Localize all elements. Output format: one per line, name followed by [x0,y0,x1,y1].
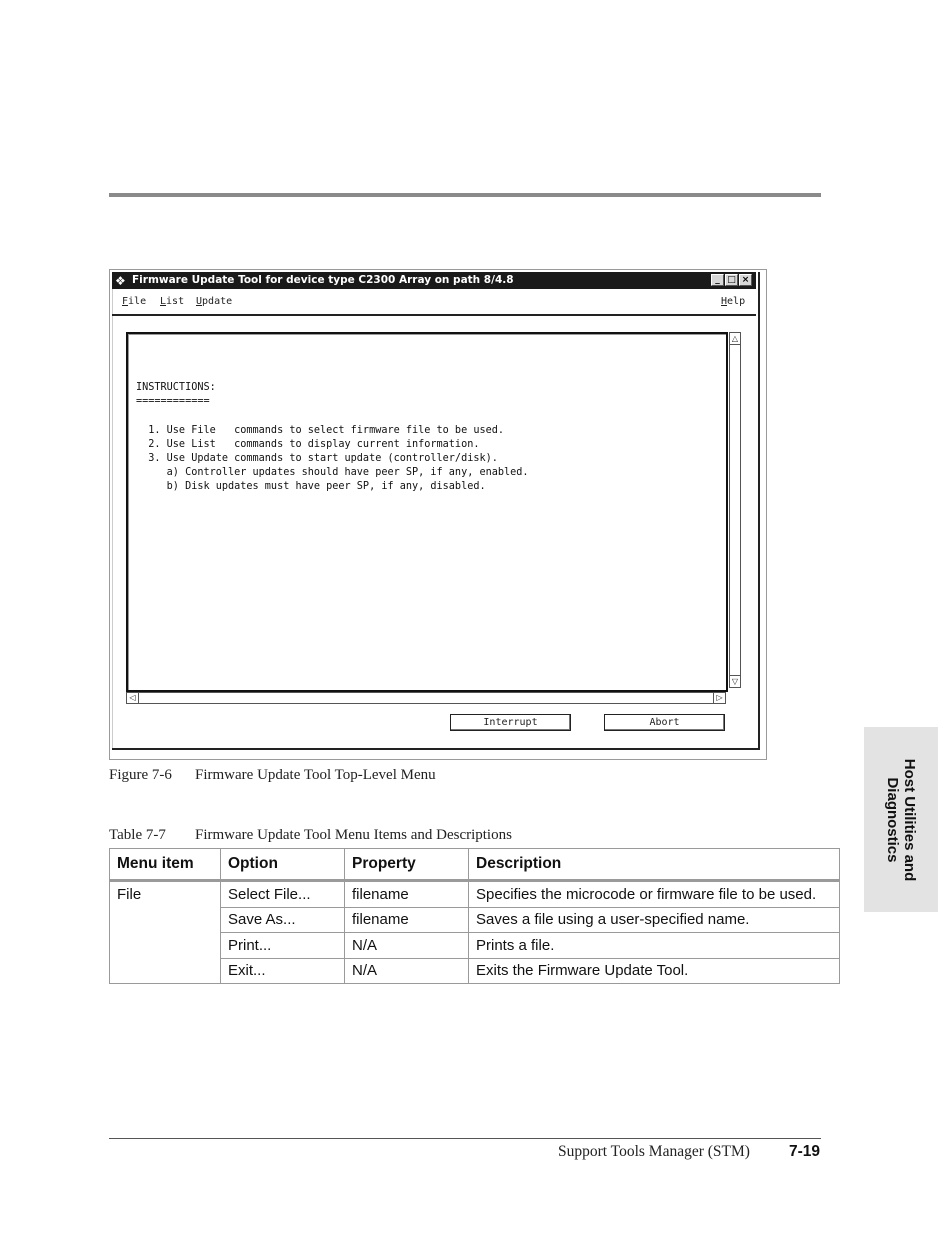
bottom-rule [109,1138,821,1139]
property-cell: N/A [345,933,469,959]
window-title: Firmware Update Tool for device type C2300 Array on path 8/4.8 [132,274,514,286]
menu-help[interactable]: Help [721,296,746,307]
property-cell: filename [345,907,469,933]
window-controls [711,274,752,286]
top-rule [109,193,821,197]
option-cell: Exit... [221,958,345,984]
scroll-right-icon[interactable]: ▷ [713,693,725,703]
app-icon: ❖ [115,274,126,288]
menu-update[interactable]: Update [196,296,233,307]
menu-bar [112,290,756,316]
horizontal-scrollbar[interactable] [126,692,726,704]
column-header: Option [221,849,345,881]
option-cell: Select File... [221,881,345,908]
menu-items-table [109,848,840,984]
figure-caption: Figure 7-6 Firmware Update Tool Top-Level Menu [109,767,436,783]
property-cell: N/A [345,958,469,984]
menu-item-cell: File [110,881,221,984]
option-cell: Print... [221,933,345,959]
scroll-left-icon[interactable]: ◁ [127,693,139,703]
table-header-row [110,849,840,881]
description-cell: Saves a file using a user-specified name. [469,907,840,933]
vertical-scrollbar[interactable] [729,332,741,688]
abort-button[interactable]: Abort [604,714,725,731]
scroll-down-icon[interactable]: ▽ [731,677,739,686]
menu-file[interactable]: File [122,296,147,307]
interrupt-button[interactable]: Interrupt [450,714,571,731]
minimize-icon[interactable]: _ [711,274,724,286]
table-caption: Table 7-7 Firmware Update Tool Menu Items and Descriptions [109,827,512,843]
table-row [110,881,840,908]
option-cell: Save As... [221,907,345,933]
description-cell: Prints a file. [469,933,840,959]
description-cell: Exits the Firmware Update Tool. [469,958,840,984]
firmware-update-window [112,272,760,750]
column-header: Description [469,849,840,881]
property-cell: filename [345,881,469,908]
page-number: 7-19 [789,1143,821,1160]
menu-list[interactable]: List [160,296,185,307]
section-side-tab [864,727,938,912]
maximize-icon[interactable]: □ [725,274,738,286]
description-cell: Specifies the microcode or firmware file to be used. [469,881,840,908]
screenshot-figure [109,269,767,760]
scroll-up-icon[interactable]: △ [731,334,739,343]
footer-title: Support Tools Manager (STM) [558,1143,750,1160]
title-bar [112,272,756,289]
column-header: Menu item [110,849,221,881]
side-tab-label: Host Utilities and Diagnostics [884,758,918,881]
console-text: INSTRUCTIONS: ============ 1. Use File commands to select firmware file to be used. 2. Use List commands to display current information. 3. Use Update commands to start update (controller/disk). a) Controller updates should have peer SP, if any, enabled. b) Disk updates must have peer SP, if any, disabled. [136,382,529,493]
console-panel [126,332,728,692]
close-icon[interactable]: × [739,274,752,286]
column-header: Property [345,849,469,881]
